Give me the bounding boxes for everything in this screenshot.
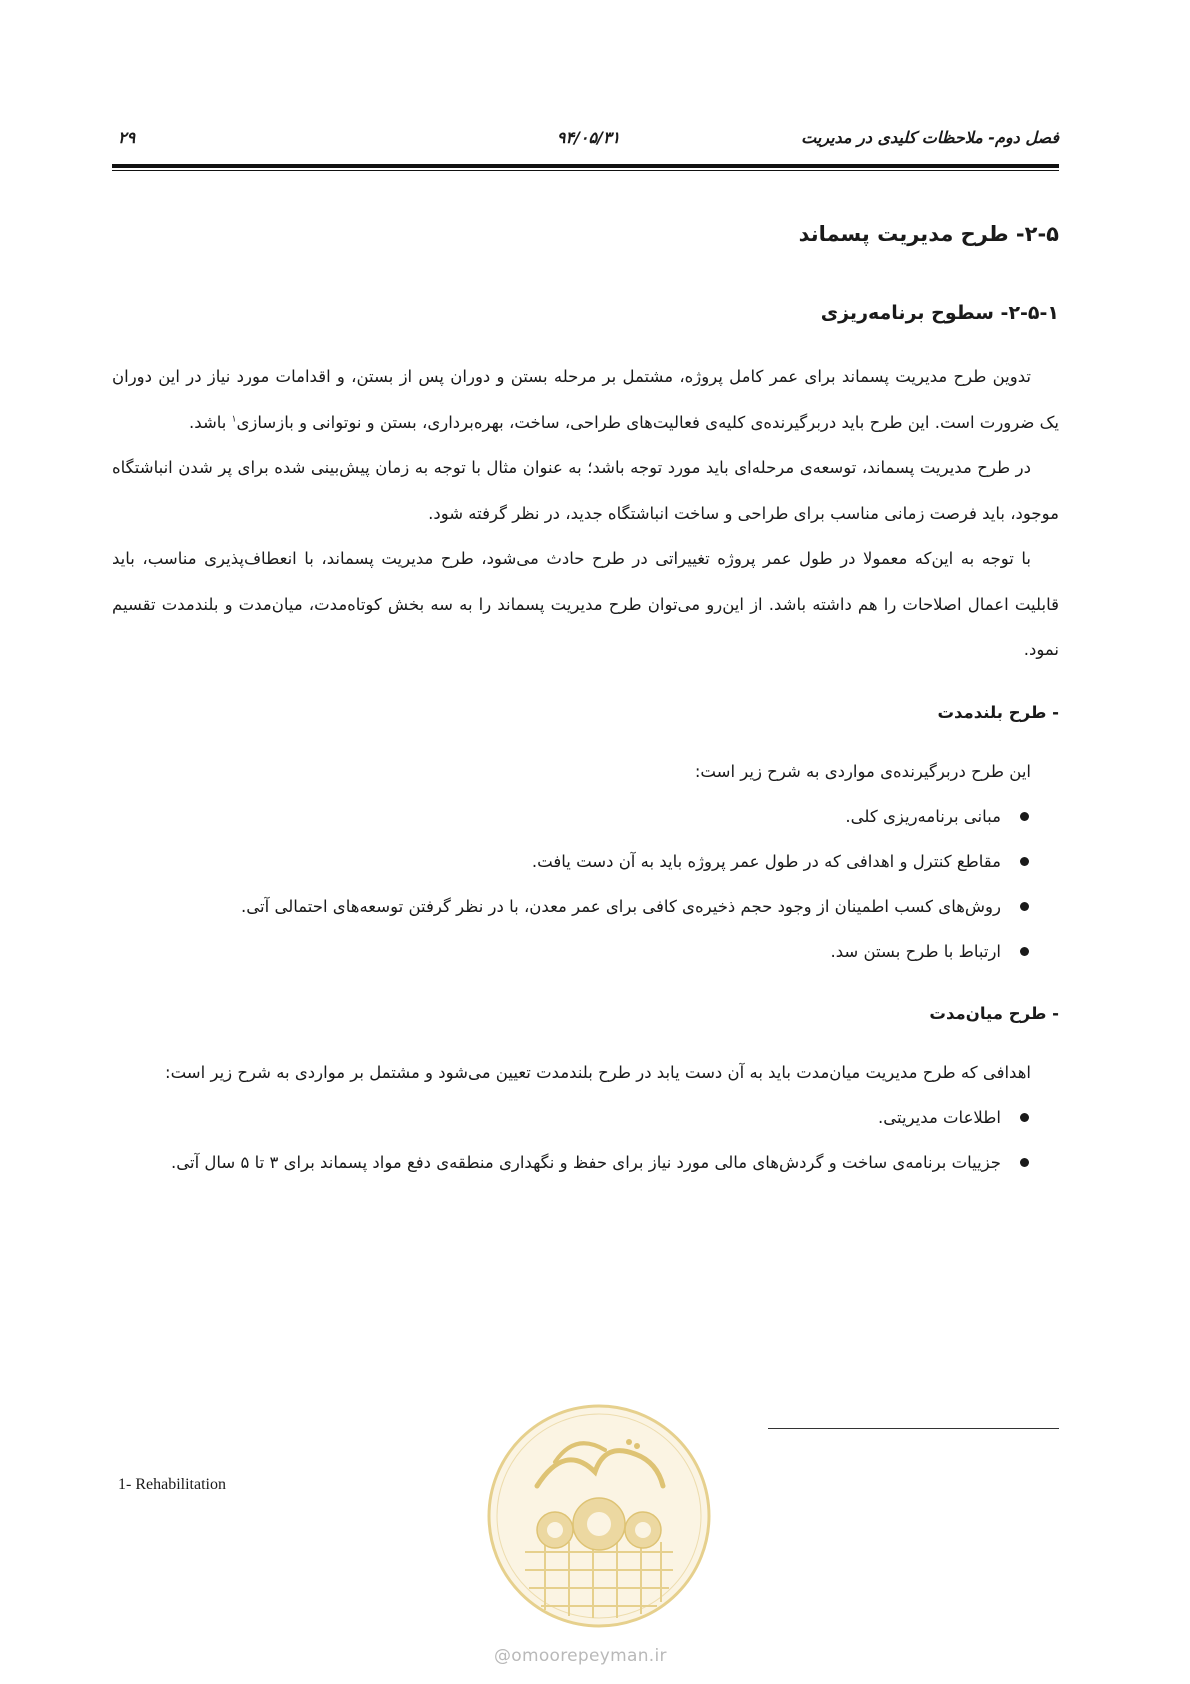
subsection-title: ۲-۵-۱- سطوح برنامه‌ریزی — [820, 302, 1059, 324]
bullet-icon — [1020, 857, 1029, 866]
watermark-stamp-icon — [485, 1402, 713, 1630]
header-date: ۹۴/۰۵/۳۱ — [556, 128, 621, 147]
list-item: روش‌های کسب اطمینان از وجود حجم ذخیره‌ی کافی برای عمر معدن، با در نظر گرفتن توسعه‌های احتمالی آتی. — [112, 884, 1031, 929]
long-term-title: - طرح بلندمدت — [937, 702, 1059, 722]
long-term-list — [112, 794, 1031, 974]
footnote-ref[interactable]: ۱ — [231, 414, 237, 424]
header-rule-thick — [112, 164, 1059, 168]
list-item: مبانی برنامه‌ریزی کلی. — [112, 794, 1031, 839]
bullet-icon — [1020, 902, 1029, 911]
bullet-icon — [1020, 812, 1029, 821]
long-term-intro: این طرح دربرگیرنده‌ی مواردی به شرح زیر است: — [694, 761, 1031, 781]
paragraph-3: با توجه به این‌که معمولا در طول عمر پروژه تغییراتی در طرح حادث می‌شود، طرح مدیریت پسماند، با انعطاف‌پذیری مناسب، باید قابلیت اعمال اصلاحات را هم داشته باشد. از این‌رو می‌توان طرح مدیریت پسماند را به سه بخش کوتاه‌مدت، میان‌مدت و بلندمدت تقسیم نمود. — [112, 549, 1059, 659]
bullet-icon — [1020, 1158, 1029, 1167]
watermark-url: @omoorepeyman.ir — [494, 1646, 667, 1666]
main-content — [112, 218, 1059, 1185]
list-item: اطلاعات مدیریتی. — [112, 1095, 1031, 1140]
header-rule-thin — [112, 170, 1059, 171]
mid-term-title: - طرح میان‌مدت — [929, 1003, 1059, 1023]
paragraph-2: در طرح مدیریت پسماند، توسعه‌ی مرحله‌ای باید مورد توجه باشد؛ به عنوان مثال با توجه به زمان پیش‌بینی شده برای پر شدن انباشتگاه موجود، باید فرصت زمانی مناسب برای طراحی و ساخت انباشتگاه جدید، در نظر گرفته شود. — [112, 458, 1059, 523]
section-title: ۲-۵- طرح مدیریت پسماند — [798, 222, 1059, 246]
footnote-rule — [768, 1428, 1059, 1429]
list-item: جزییات برنامه‌ی ساخت و گردش‌های مالی مورد نیاز برای حفظ و نگهداری منطقه‌ی دفع مواد پسماند برای ۳ تا ۵ سال آتی. — [112, 1140, 1031, 1185]
bullet-icon — [1020, 947, 1029, 956]
paragraph-1-text: تدوین طرح مدیریت پسماند برای عمر کامل پروژه، مشتمل بر مرحله بستن و دوران پس از بستن، و اقدامات مورد نیاز در این دوران یک ضرورت است. این طرح باید دربرگیرنده‌ی کلیه‌ی فعالیت‌های طراحی، ساخت، بهره‌برداری، بستن و نوتوانی و بازسازی — [112, 367, 1059, 432]
paragraph-1 — [112, 354, 1059, 445]
mid-term-list — [112, 1095, 1031, 1185]
mid-term-intro: اهدافی که طرح مدیریت میان‌مدت باید به آن دست یابد در طرح بلندمدت تعیین می‌شود و مشتمل بر مواردی به شرح زیر است: — [165, 1062, 1031, 1082]
bullet-icon — [1020, 1113, 1029, 1122]
page-header — [118, 128, 1059, 158]
list-item: مقاطع کنترل و اهدافی که در طول عمر پروژه باید به آن دست یافت. — [112, 839, 1031, 884]
footnote: 1- Rehabilitation — [118, 1476, 226, 1493]
chapter-title: فصل دوم- ملاحظات کلیدی در مدیریت — [801, 128, 1059, 147]
paragraph-1-tail: باشد. — [189, 412, 232, 432]
list-item: ارتباط با طرح بستن سد. — [112, 929, 1031, 974]
page-number: ۲۹ — [118, 128, 136, 147]
